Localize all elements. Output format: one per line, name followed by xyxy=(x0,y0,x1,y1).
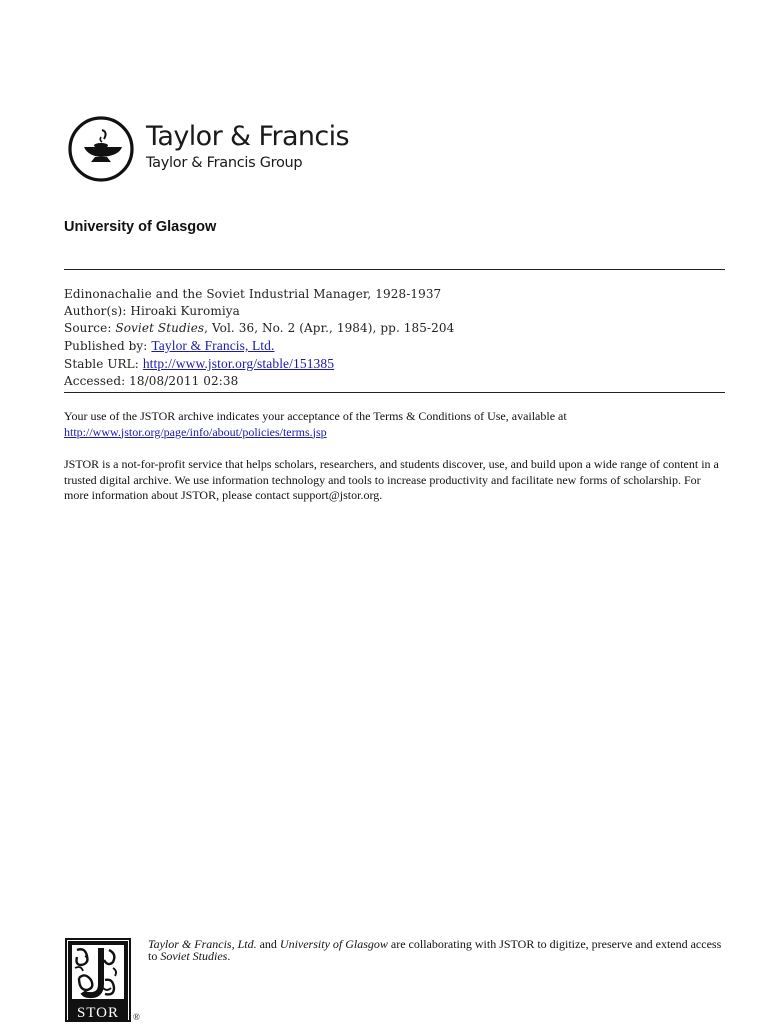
source-line xyxy=(64,320,454,337)
logo-group-name: Taylor & Francis Group xyxy=(146,155,303,171)
institution-name: University of Glasgow xyxy=(64,219,217,235)
stable-url-line xyxy=(64,355,454,373)
footer-journal: Soviet Studies xyxy=(160,948,228,963)
jstor-about-text: JSTOR is a not-for-profit service that helps scholars, researchers, and students discover, use, and build upon a wide range of content in a trusted digital archive. We use information technology and tools to increase productivity and facilitate new forms of scholarship. For more information about JSTOR, please contact support@jstor.org. xyxy=(64,457,719,502)
publisher-link[interactable]: Taylor & Francis, Ltd. xyxy=(151,338,275,353)
terms-notice xyxy=(64,409,724,440)
publisher-line xyxy=(64,337,454,355)
source-journal: Soviet Studies xyxy=(115,321,205,335)
taylor-francis-lamp-logo-icon xyxy=(68,116,134,182)
terms-text: Your use of the JSTOR archive indicates your acceptance of the Terms & Conditions of Use, available at xyxy=(64,409,567,423)
divider-top xyxy=(64,269,725,270)
source-label: Source: xyxy=(64,321,112,335)
citation-block xyxy=(64,286,454,390)
jstor-logo-text: STOR xyxy=(76,1005,120,1021)
footer-and: and xyxy=(256,937,280,951)
accessed-date: Accessed: 18/08/2011 02:38 xyxy=(64,374,239,388)
publisher-label: Published by: xyxy=(64,339,148,353)
jstor-logo-icon xyxy=(65,938,131,1022)
logo-name: Taylor & Francis xyxy=(146,121,350,152)
author-name: Hiroaki Kuromiya xyxy=(130,304,240,318)
registered-mark: ® xyxy=(133,1012,140,1022)
footer-end: . xyxy=(227,948,231,963)
source-details: , Vol. 36, No. 2 (Apr., 1984), pp. 185-204 xyxy=(204,321,455,335)
author-label: Author(s): xyxy=(64,304,127,318)
footer-institution: University of Glasgow xyxy=(279,937,388,951)
footer-collaboration-note xyxy=(148,939,728,962)
divider-bottom xyxy=(64,392,725,393)
footer-publisher: Taylor & Francis, Ltd. xyxy=(148,937,257,951)
author-line xyxy=(64,303,454,320)
terms-link[interactable]: http://www.jstor.org/page/info/about/policies/terms.jsp xyxy=(64,424,327,439)
stable-url-label: Stable URL: xyxy=(64,357,139,371)
footer-middle: are collaborating with JSTOR to digitize, preserve and extend access to xyxy=(148,937,722,963)
publisher-logo-wordmark xyxy=(146,122,349,171)
stable-url-link[interactable]: http://www.jstor.org/stable/151385 xyxy=(142,356,335,371)
article-title: Edinonachalie and the Soviet Industrial Manager, 1928-1937 xyxy=(64,287,442,301)
